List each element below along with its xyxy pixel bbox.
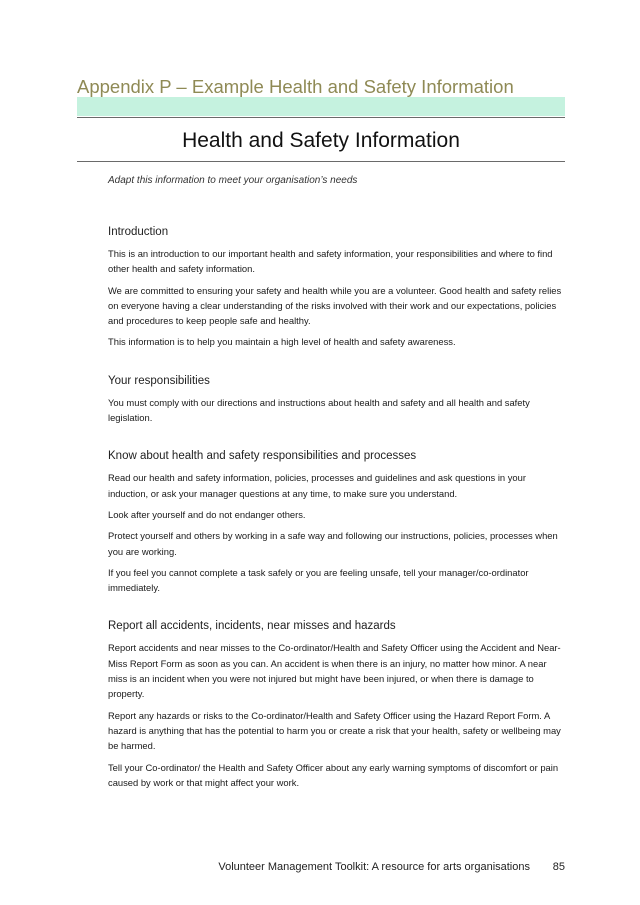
section-heading: Introduction [108, 226, 169, 238]
section-know-about-processes [108, 448, 564, 595]
title-divider-top [77, 117, 565, 118]
paragraph: Protect yourself and others by working in a safe way and following our instructions, policies, processes when you are working. [108, 530, 558, 557]
page-title: Health and Safety Information [182, 129, 460, 152]
adaptation-note: Adapt this information to meet your organisation’s needs [108, 175, 358, 186]
document-body [108, 224, 564, 796]
section-your-responsibilities [108, 373, 564, 426]
paragraph: Tell your Co-ordinator/ the Health and Safety Officer about any early warning symptoms of discomfort or pain caused by work or that might affect your work. [108, 761, 559, 788]
paragraph: Look after yourself and do not endanger others. [108, 508, 306, 520]
paragraph: Report any hazards or risks to the Co-ordinator/Health and Safety Officer using the Hazard Report Form. A hazard is anything that has the potential to harm you or create a risk that your health, safety or wellbeing may be harmed. [108, 709, 561, 752]
title-divider-bottom [77, 161, 565, 162]
paragraph: You must comply with our directions and instructions about health and safety and all health and safety legislation. [108, 396, 530, 424]
paragraph: Read our health and safety information, policies, processes and guidelines and ask questions in your induction, or ask your manager questions at any time, to make sure you understand. [108, 472, 526, 499]
section-heading: Know about health and safety responsibilities and processes [108, 450, 417, 463]
paragraph: Report accidents and near misses to the Co-ordinator/Health and Safety Officer using the Accident and Near-Miss Report Form as soon as you can. An accident is when there is an injury, no matter how minor. A near miss is an incident when you were not injured but might have been injured, or when there is damage to property. [108, 642, 561, 700]
section-heading: Your responsibilities [108, 374, 210, 387]
section-introduction [108, 224, 564, 350]
section-report-accidents [108, 618, 564, 790]
paragraph: This is an introduction to our important health and safety information, your responsibilities and where to find other health and safety information. [108, 248, 553, 275]
paragraph: This information is to help you maintain a high level of health and safety awareness. [108, 336, 456, 348]
paragraph: We are committed to ensuring your safety and health while you are a volunteer. Good health and safety relies on everyone having a clear understanding of the risks involved with their work and our expectations, policies and procedures to keep people safe and healthy. [108, 284, 562, 327]
header-accent-band [77, 97, 565, 116]
footer-document-title: Volunteer Management Toolkit: A resource for arts organisations [218, 861, 530, 873]
paragraph: If you feel you cannot complete a task safely or you are feeling unsafe, tell your manager/co-ordinator immediately. [108, 566, 529, 594]
page-number: 85 [552, 861, 565, 873]
section-heading: Report all accidents, incidents, near misses and hazards [108, 620, 396, 633]
appendix-title: Appendix P – Example Health and Safety Information [77, 76, 514, 97]
